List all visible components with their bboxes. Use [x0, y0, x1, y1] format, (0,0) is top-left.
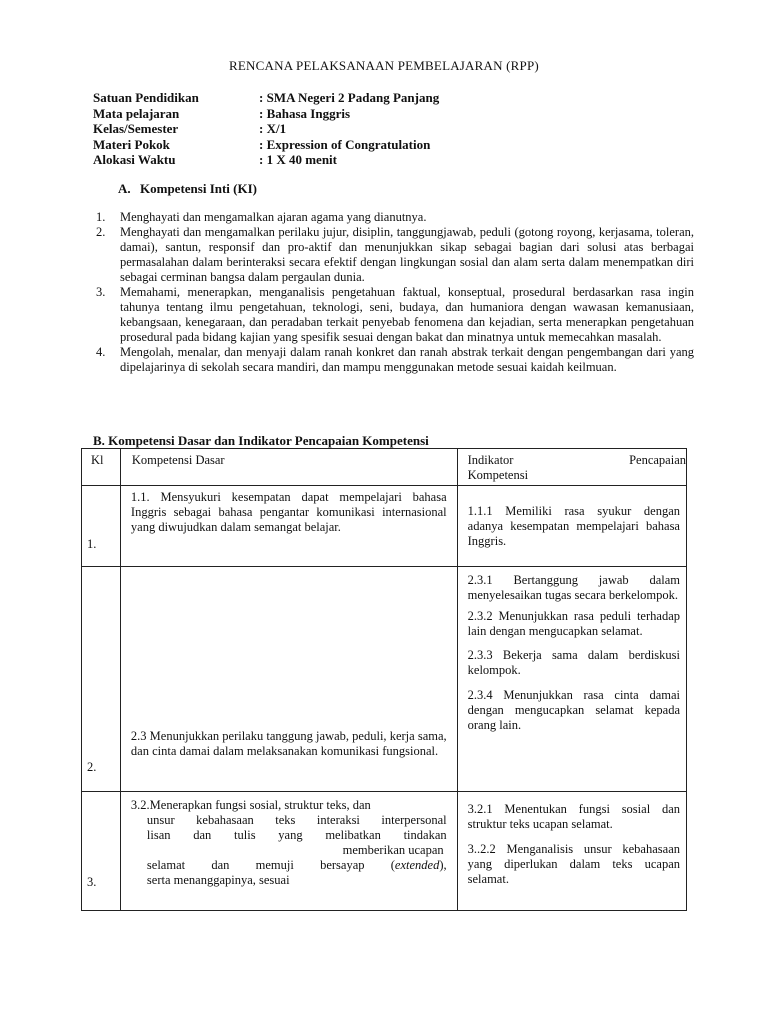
table-header-row — [82, 449, 687, 486]
kd-cell — [120, 486, 457, 567]
ki-number: 3. — [96, 285, 106, 299]
indicator-text: 2.3.2 Menunjukkan rasa peduli terhadap lain dengan mengucapkan selamat. — [467, 609, 680, 638]
header-indicator — [457, 449, 686, 486]
header-indicator-word2: Pencapaian — [629, 453, 686, 467]
table-row — [82, 567, 687, 792]
indicator-text: 3.2.1 Menentukan fungsi sosial dan struktur teks ucapan selamat. — [467, 802, 680, 831]
row-number: 3. — [87, 875, 97, 889]
indicator-text: 2.3.3 Bekerja sama dalam berdiskusi kelompok. — [467, 648, 680, 677]
ki-list — [96, 210, 694, 375]
row-number-cell — [82, 567, 121, 792]
header-kd-label: Kompetensi Dasar — [131, 453, 225, 467]
kd-text: 1.1. Mensyukuri kesempatan dapat mempelajari bahasa Inggris sebagai bahasa pengantar komunikasi internasional yang diwujudkan dalam semangat belajar. — [130, 490, 447, 534]
kd-text-segment: ), — [439, 858, 447, 872]
ki-text: Mengolah, menalar, dan menyaji dalam ranah konkret dan ranah abstrak terkait dengan pengembangan dari yang dipelajarinya di sekolah secara mandiri, dan mampu menggunakan metode sesuai kaidah keilmuan. — [120, 345, 694, 374]
info-label: Mata pelajaran — [93, 105, 180, 121]
row-number: 1. — [87, 537, 97, 551]
identity-block — [93, 90, 439, 168]
ki-number: 1. — [96, 210, 106, 224]
ki-text: Menghayati dan mengamalkan ajaran agama yang dianutnya. — [120, 210, 427, 224]
section-a-letter: A. — [118, 181, 131, 196]
table-row — [82, 486, 687, 567]
section-b-heading: B. Kompetensi Dasar dan Indikator Pencapaian Kompetensi — [93, 433, 429, 448]
info-value: : Bahasa Inggris — [259, 105, 351, 121]
indicator-cell — [457, 792, 686, 911]
kd-text-segment: selamat dan memuji bersayap ( — [146, 858, 395, 872]
header-indicator-line1 — [458, 449, 686, 468]
kd-cell — [120, 792, 457, 911]
header-indicator-word1: Indikator — [467, 453, 514, 467]
row-number: 2. — [87, 760, 97, 774]
info-row — [93, 121, 439, 137]
ki-text: Menghayati dan mengamalkan perilaku jujur, disiplin, tanggungjawab, peduli (gotong royong, kerjasama, toleran, damai), santun, responsif dan pro-aktif dan menunjukkan sikap sebagai bagian dari solusi atas berbagai permasalahan dalam berinteraksi secara efektif dengan lingkungan sosial dan alam serta dalam menempatkan diri sebagai cerminan bangsa dalam pergaulan dunia. — [120, 225, 694, 284]
indicator-text: 2.3.4 Menunjukkan rasa cinta damai dengan mengucapkan selamat kepada orang lain. — [467, 688, 680, 732]
info-value: : X/1 — [259, 121, 287, 136]
table-row — [82, 792, 687, 911]
kd-text-first: 3.2.Menerapkan fungsi sosial, struktur teks, dan — [130, 798, 371, 812]
ki-number: 4. — [96, 345, 106, 359]
indicator-text: 1.1.1 Memiliki rasa syukur dengan adanya kesempatan mempelajari bahasa Inggris. — [467, 504, 680, 548]
header-kd — [120, 449, 457, 486]
indicator-cell — [457, 486, 686, 567]
section-a-title: Kompetensi Inti (KI) — [140, 181, 257, 196]
indicator-text: 2.3.1 Bertanggung jawab dalam menyelesaikan tugas secara berkelompok. — [467, 573, 680, 602]
row-number-cell — [82, 486, 121, 567]
indicator-text: 3..2.2 Menganalisis unsur kebahasaan yang diperlukan dalam teks ucapan selamat. — [467, 842, 680, 886]
header-ki — [82, 449, 121, 486]
info-label: Satuan Pendidikan — [93, 90, 199, 105]
info-row — [93, 137, 439, 153]
ki-item — [96, 210, 694, 225]
info-value: : 1 X 40 menit — [259, 152, 337, 167]
row-number-cell — [82, 792, 121, 911]
info-row — [93, 106, 439, 122]
info-label: Materi Pokok — [93, 136, 170, 152]
header-indicator-line2: Kompetensi — [467, 468, 529, 482]
info-label: Kelas/Semester — [93, 121, 179, 136]
document-title: RENCANA PELAKSANAAN PEMBELAJARAN (RPP) — [229, 58, 539, 73]
ki-text: Memahami, menerapkan, menganalisis pengetahuan faktual, konseptual, prosedural berdasarkan rasa ingin tahunya tentang ilmu pengetahuan, teknologi, seni, budaya, dan humaniora dengan wawasan kemanusiaan, kebangsaan, kenegaraan, dan peradaban terkait penyebab fenomena dan kejadian, serta menerapkan pengetahuan prosedural pada bidang kajian yang spesifik sesuai dengan bakat dan minatnya untuk memecahkan masalah. — [120, 285, 694, 344]
kd-text-line: memberikan ucapan — [342, 843, 444, 857]
ki-number: 2. — [96, 225, 106, 239]
kd-text-line — [121, 858, 457, 873]
kd-text-italic: extended — [394, 858, 440, 872]
info-label: Alokasi Waktu — [93, 152, 176, 167]
competency-table — [81, 448, 687, 911]
info-value: : SMA Negeri 2 Padang Panjang — [259, 90, 440, 105]
info-value: : Expression of Congratulation — [259, 136, 431, 152]
info-row — [93, 90, 439, 106]
ki-item — [96, 285, 694, 345]
ki-item — [96, 225, 694, 285]
kd-text: 2.3 Menunjukkan perilaku tanggung jawab, peduli, kerja sama, dan cinta damai dalam melaksanakan komunikasi fungsional. — [130, 729, 447, 758]
ki-item — [96, 345, 694, 375]
kd-text-line: lisan dan tulis yang melibatkan tindakan — [146, 828, 447, 842]
indicator-cell — [457, 567, 686, 792]
kd-cell — [120, 567, 457, 792]
section-a-heading — [118, 181, 257, 196]
kd-text-line: serta menanggapinya, sesuai — [146, 873, 290, 887]
header-ki-label: Kl — [91, 453, 104, 467]
info-row — [93, 152, 439, 168]
kd-text-line: unsur kebahasaan teks interaksi interpersonal — [146, 813, 447, 827]
